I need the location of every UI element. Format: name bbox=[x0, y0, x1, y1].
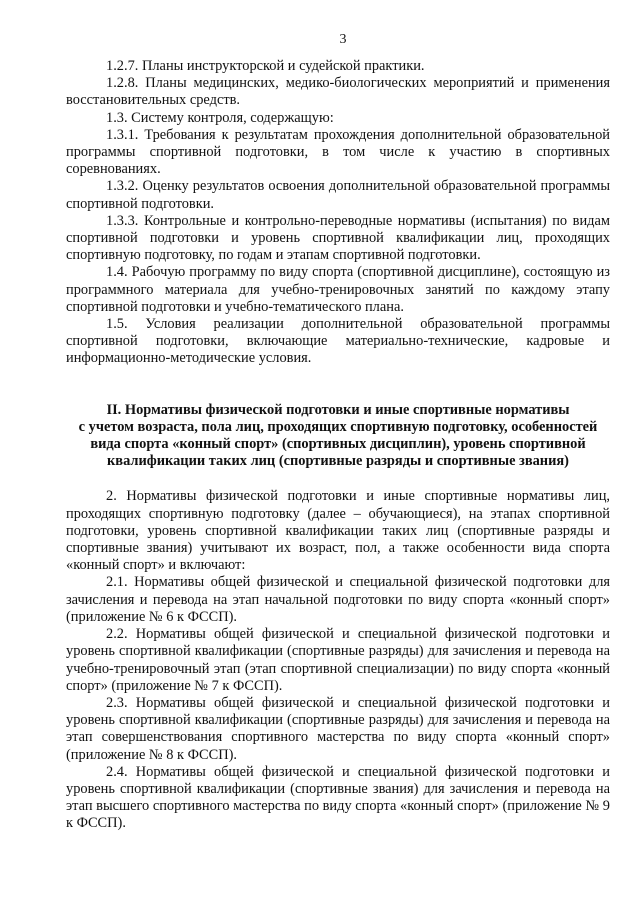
paragraph-2-1: 2.1. Нормативы общей физической и специальной физической подготовки для зачисления и перевода на этап начальной подготовки по виду спорта «конный спорт» (приложение № 6 к ФССП). bbox=[66, 574, 610, 625]
paragraph-1-2-7: 1.2.7. Планы инструкторской и судейской практики. bbox=[106, 58, 425, 74]
paragraph-1-5: 1.5. Условия реализации дополнительной образовательной программы спортивной подготовки, включающие материально-технические, кадровые и информационно-методические условия. bbox=[66, 316, 610, 367]
paragraph-2-4: 2.4. Нормативы общей физической и специальной физической подготовки и уровень спортивной квалификации (спортивные звания) для зачисления и перевода на этап высшего спортивного мастерства по виду спорта «конный спорт» (приложение № 9 к ФССП). bbox=[66, 763, 610, 832]
section-heading-line: квалификации таких лиц (спортивные разряды и спортивные звания) bbox=[107, 453, 569, 470]
section-heading-line: вида спорта «конный спорт» (спортивных дисциплин), уровень спортивной bbox=[90, 436, 586, 453]
section-heading-line: II. Нормативы физической подготовки и иные спортивные нормативы bbox=[106, 401, 570, 418]
section-heading bbox=[66, 402, 610, 471]
paragraph-1-3-3: 1.3.3. Контрольные и контрольно-переводные нормативы (испытания) по видам спортивной подготовки и уровень спортивной квалификации лиц, проходящих спортивную подготовку, по годам и этапам спортивной подготовки. bbox=[66, 212, 610, 264]
paragraph-1-3: 1.3. Систему контроля, содержащую: bbox=[106, 109, 334, 126]
paragraph-2-3: 2.3. Нормативы общей физической и специальной физической подготовки и уровень спортивной квалификации (спортивные разряды) для зачисления и перевода на этап совершенствования спортивного мастерства по виду спорта «конный спорт» (приложение № 8 к ФССП). bbox=[66, 694, 610, 763]
paragraph-2-2: 2.2. Нормативы общей физической и специальной физической подготовки и уровень спортивной квалификации (спортивные разряды) для зачисления и перевода на учебно-тренировочный этап (этап спортивной специализации) по виду спорта «конный спорт» (приложение № 7 к ФССП). bbox=[66, 626, 610, 694]
page-number: 3 bbox=[339, 32, 347, 47]
paragraph-1-3-1: 1.3.1. Требования к результатам прохождения дополнительной образовательной программы спортивной подготовки, в том числе к участию в спортивных соревнованиях. bbox=[66, 126, 610, 178]
paragraph-1-4: 1.4. Рабочую программу по виду спорта (спортивной дисциплине), состоящую из программного материала для учебно-тренировочных занятий по каждому этапу спортивной подготовки и учебно-тематического плана. bbox=[66, 264, 610, 315]
section-heading-line: с учетом возраста, пола лиц, проходящих спортивную подготовку, особенностей bbox=[78, 418, 598, 435]
paragraph-2: 2. Нормативы физической подготовки и иные спортивные нормативы лиц, проходящих спортивную подготовку (далее – обучающиеся), на этапах спортивной подготовки, уровень спортивной квалификации таких лиц (спортивные разряды и спортивные звания) учитывают их возраст, пол, а также особенности вида спорта «конный спорт» и включают: bbox=[66, 488, 610, 574]
paragraph-1-2-8: 1.2.8. Планы медицинских, медико-биологических мероприятий и применения восстановительных средств. bbox=[66, 75, 610, 109]
paragraph-1-3-2: 1.3.2. Оценку результатов освоения дополнительной образовательной программы спортивной подготовки. bbox=[66, 178, 610, 212]
